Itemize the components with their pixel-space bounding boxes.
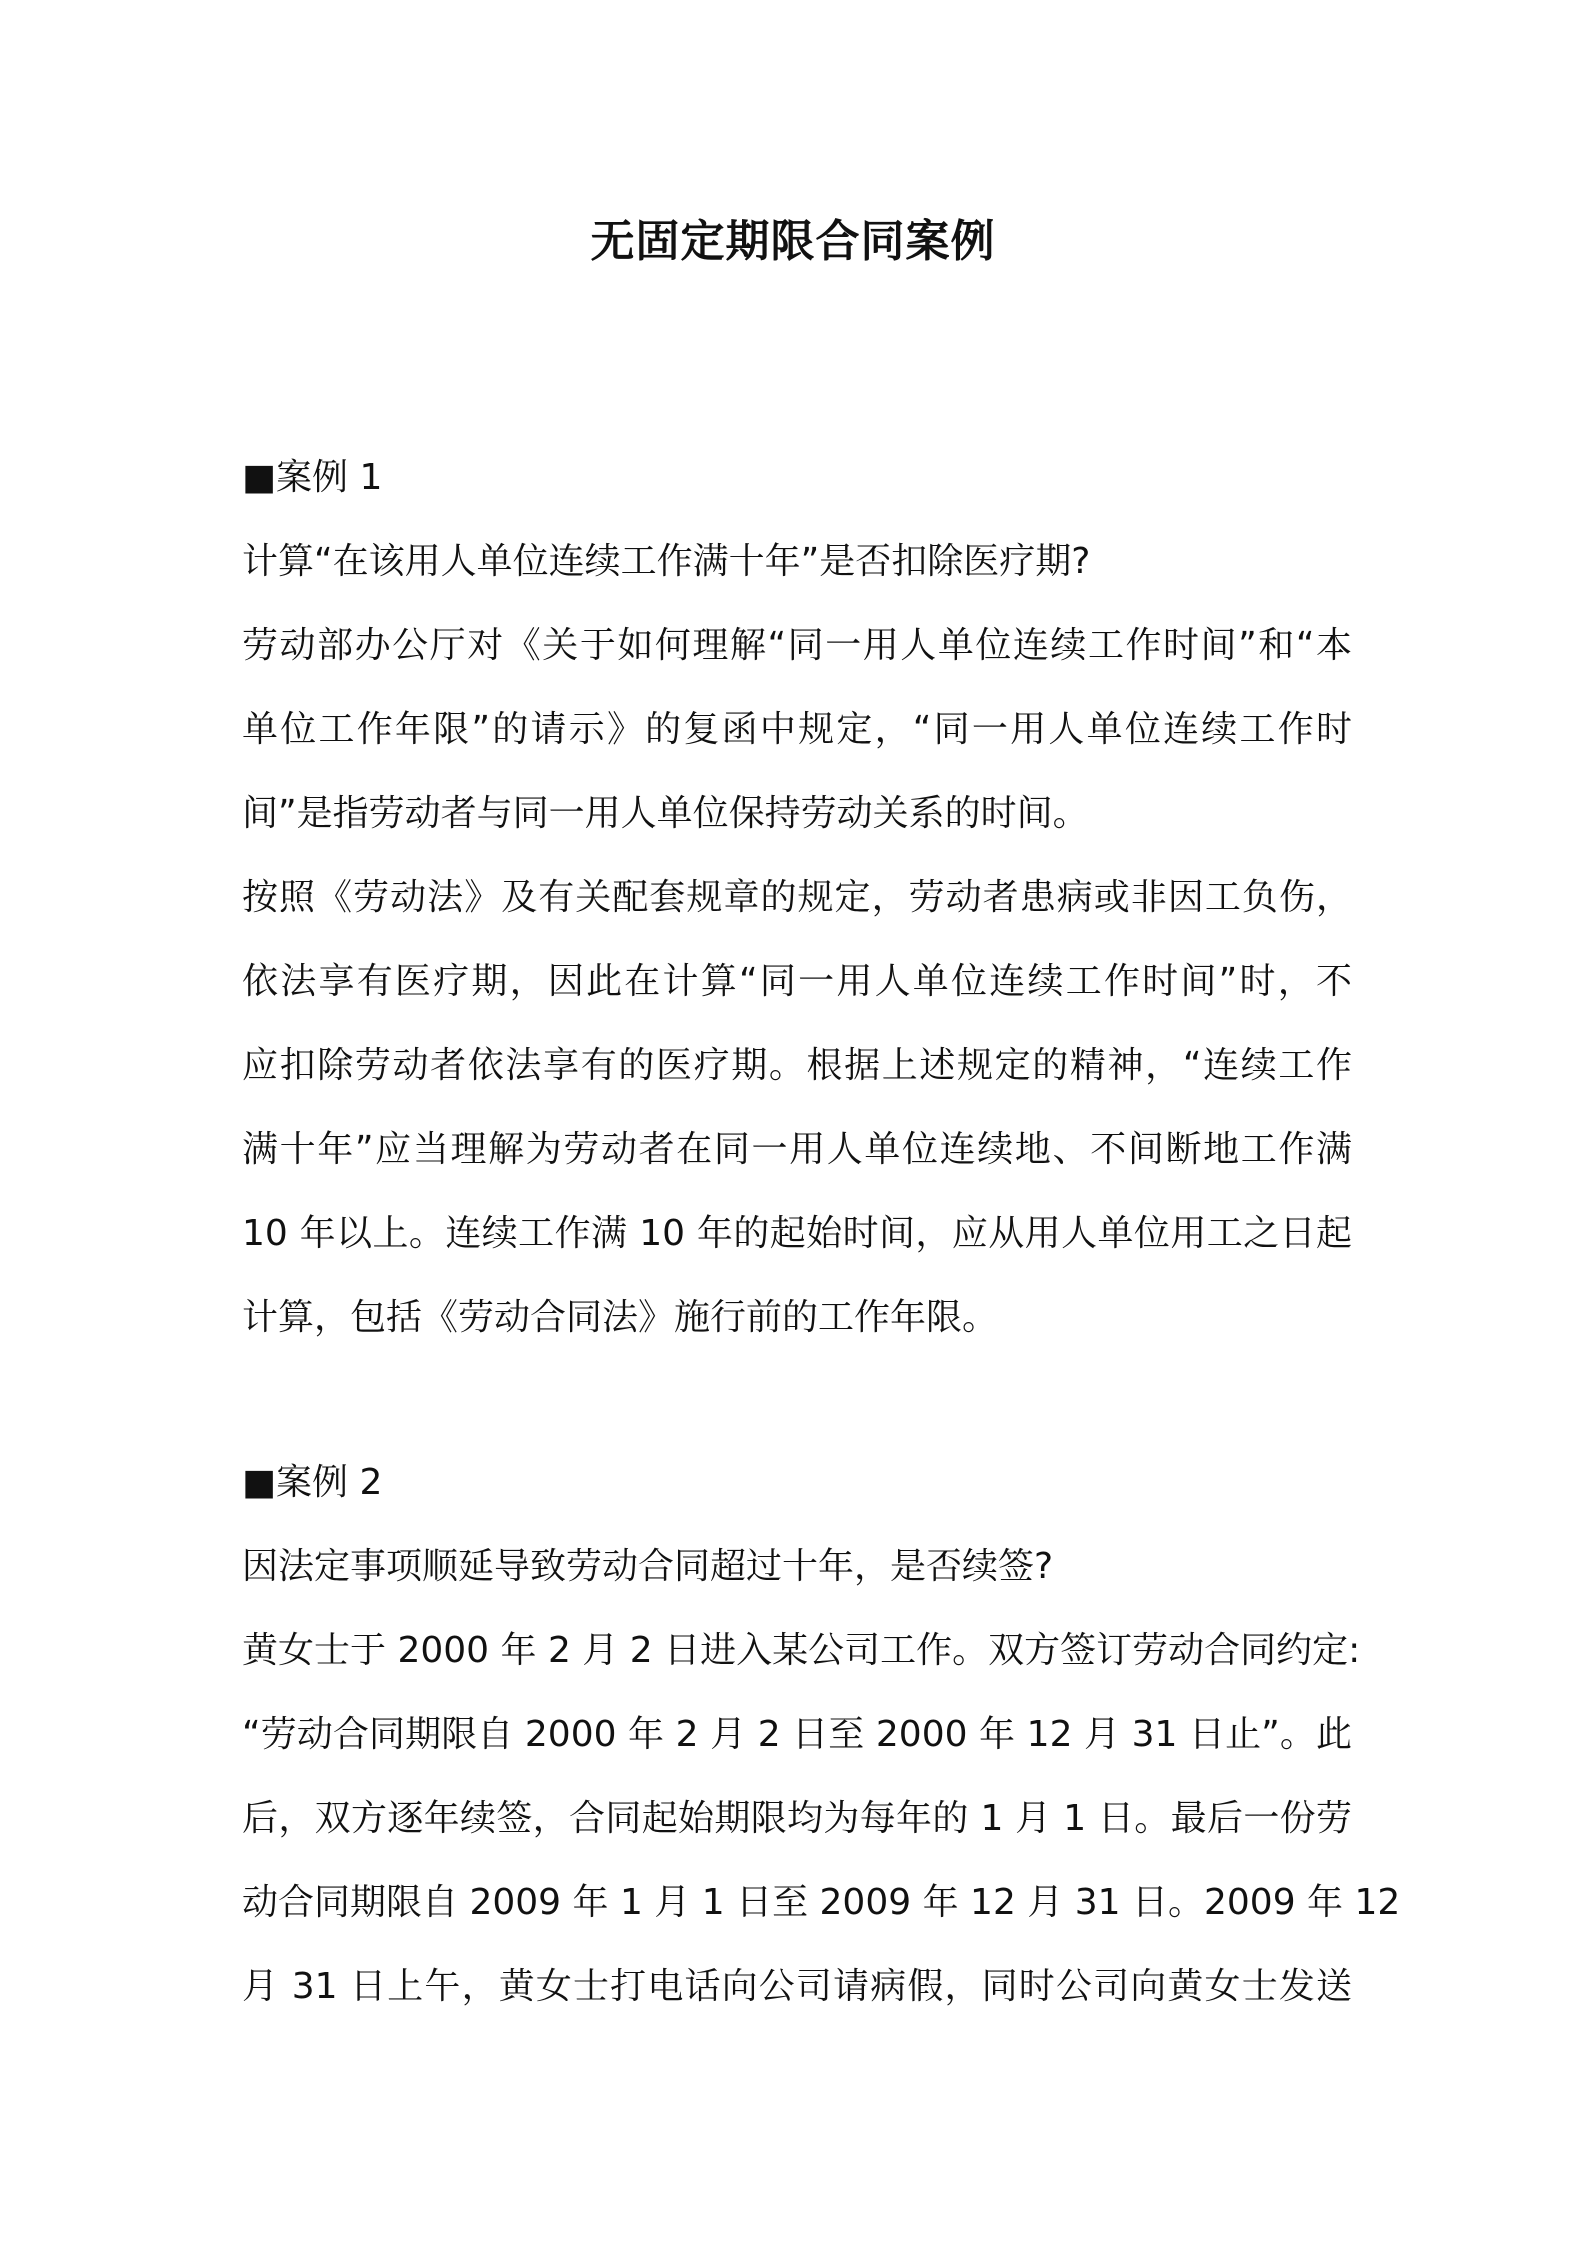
paragraph-line: 单位工作年限”的请示》的复函中规定，“同一用人单位连续工作时 [242, 709, 1352, 750]
paragraph-line: 应扣除劳动者依法享有的医疗期。根据上述规定的精神，“连续工作 [242, 1045, 1352, 1086]
paragraph-line: 计算，包括《劳动合同法》施行前的工作年限。 [242, 1297, 999, 1338]
case-heading: ■案例 1 [242, 457, 383, 498]
paragraph-line: 黄女士于 2000 年 2 月 2 日进入某公司工作。双方签订劳动合同约定: [242, 1630, 1361, 1671]
paragraph-line: 后，双方逐年续签，合同起始期限均为每年的 1 月 1 日。最后一份劳 [242, 1798, 1352, 1839]
paragraph-line: 动合同期限自 2009 年 1 月 1 日至 2009 年 12 月 31 日。2009 年 12 [242, 1882, 1401, 1923]
paragraph-line: 劳动部办公厅对《关于如何理解“同一用人单位连续工作时间”和“本 [242, 625, 1352, 666]
paragraph-line: 10 年以上。连续工作满 10 年的起始时间，应从用人单位用工之日起 [242, 1213, 1352, 1254]
case-question: 计算“在该用人单位连续工作满十年”是否扣除医疗期? [242, 541, 1091, 582]
case-heading: ■案例 2 [242, 1462, 383, 1503]
paragraph-line: 满十年”应当理解为劳动者在同一用人单位连续地、不间断地工作满 [242, 1129, 1352, 1170]
paragraph-line: 间”是指劳动者与同一用人单位保持劳动关系的时间。 [242, 793, 1089, 834]
case-section-1 [242, 436, 1352, 1360]
case-section-2 [242, 1441, 1401, 2029]
document-title: 无固定期限合同案例 [590, 216, 996, 267]
case-question: 因法定事项顺延导致劳动合同超过十年，是否续签? [242, 1546, 1054, 1587]
paragraph-line: 按照《劳动法》及有关配套规章的规定，劳动者患病或非因工负伤， [242, 877, 1352, 918]
paragraph-line: 依法享有医疗期，因此在计算“同一用人单位连续工作时间”时，不 [242, 961, 1352, 1002]
paragraph-line: 月 31 日上午，黄女士打电话向公司请病假，同时公司向黄女士发送 [242, 1966, 1352, 2007]
paragraph-line: “劳动合同期限自 2000 年 2 月 2 日至 2000 年 12 月 31 日止”。此 [242, 1714, 1352, 1755]
